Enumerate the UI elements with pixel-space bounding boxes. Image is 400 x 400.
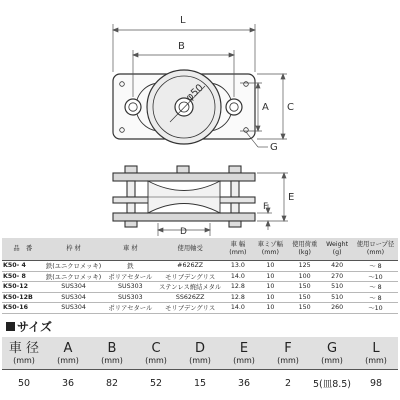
spec-cell-groove: 10 <box>253 282 288 293</box>
size-value-B: 82 <box>105 377 119 389</box>
size-header-C <box>134 337 178 370</box>
size-value-G: 5(皿8.5) <box>312 379 352 390</box>
spec-cell-wheel: 鉄 <box>104 261 158 272</box>
spec-row <box>2 303 398 314</box>
size-header-unit: (mm) <box>365 355 387 365</box>
size-header-A <box>46 337 90 370</box>
spec-cell-load: 150 <box>288 282 321 293</box>
size-header-wheel-diameter <box>2 337 46 370</box>
spec-cell-wheel: SUS303 <box>104 282 158 293</box>
spec-header-weight: Weight (g) <box>321 238 353 261</box>
size-header-unit: (mm) <box>101 355 123 365</box>
size-value-A: 36 <box>61 377 75 389</box>
spec-cell-weight: 260 <box>321 303 353 314</box>
spec-cell-rope: ～ 8 <box>353 282 398 293</box>
size-value-C: 52 <box>149 377 163 389</box>
size-header-name: L <box>372 340 380 356</box>
spec-cell-frame: SUS304 <box>44 292 104 303</box>
size-header-unit: (mm) <box>321 355 343 365</box>
size-header-name: 車 径 <box>8 340 40 356</box>
size-value-row <box>2 370 398 397</box>
size-header-name: B <box>107 340 117 356</box>
spec-cell-wheel: ポリアセタール <box>104 303 158 314</box>
size-header-name: E <box>239 340 249 356</box>
size-value-F: 2 <box>284 377 292 389</box>
spec-cell-width: 12.8 <box>223 292 253 303</box>
size-header-unit: (mm) <box>277 355 299 365</box>
spec-cell-weight: 420 <box>321 261 353 272</box>
spec-cell-rope: ～10 <box>353 271 398 282</box>
size-header-L <box>354 337 398 370</box>
spec-cell-frame: SUS304 <box>44 282 104 293</box>
dim-label-G: G <box>270 142 278 153</box>
size-header-name: F <box>284 340 292 356</box>
spec-table <box>2 238 398 314</box>
spec-row <box>2 282 398 293</box>
size-header-name: A <box>63 340 73 356</box>
size-header-G <box>310 337 354 370</box>
diameter-label: φ50 <box>184 82 206 104</box>
spec-cell-groove: 10 <box>253 303 288 314</box>
size-header-name: C <box>151 340 161 356</box>
size-value-wheel-diameter: 50 <box>17 377 31 389</box>
size-header-F <box>266 337 310 370</box>
spec-header-groove-width: 車ミゾ幅 (mm) <box>253 238 288 261</box>
spec-cell-frame: SUS304 <box>44 303 104 314</box>
spec-cell-weight: 510 <box>321 282 353 293</box>
size-header-unit: (mm) <box>13 355 35 365</box>
size-header-D <box>178 337 222 370</box>
dimension-E <box>257 173 288 221</box>
spec-cell-frame: 鉄(ユニクロメッキ) <box>44 271 104 282</box>
spec-cell-width: 13.0 <box>223 261 253 272</box>
dim-label-D: D <box>180 227 187 236</box>
size-header-name: G <box>326 340 338 356</box>
dim-label-F: F <box>263 202 269 212</box>
spec-cell-bearing: SS626ZZ <box>157 292 223 303</box>
size-header-unit: (mm) <box>189 355 211 365</box>
spec-cell-wheel: ポリアセタール <box>104 271 158 282</box>
spec-header-model: 品 番 <box>2 238 44 261</box>
side-view <box>113 166 255 227</box>
spec-header-bearing: 使用軸受 <box>157 238 223 261</box>
size-value-L: 98 <box>369 377 383 389</box>
spec-cell-model: K50-16 <box>2 303 44 314</box>
dim-label-C: C <box>287 102 294 113</box>
spec-header-frame-material: 枠 材 <box>44 238 104 261</box>
size-header-E <box>222 337 266 370</box>
spec-header-load: 使用荷重 (kg) <box>288 238 321 261</box>
spec-cell-rope: ～ 8 <box>353 292 398 303</box>
spec-header-rope-diameter: 使用ロープ径 (mm) <box>353 238 398 261</box>
spec-cell-bearing: モリブデングリス <box>157 303 223 314</box>
spec-cell-bearing: モリブデングリス <box>157 271 223 282</box>
size-header-unit: (mm) <box>233 355 255 365</box>
spec-cell-model: K50-12B <box>2 292 44 303</box>
dim-label-L: L <box>180 15 186 26</box>
spec-row <box>2 292 398 303</box>
spec-row <box>2 261 398 272</box>
spec-header-row <box>2 238 398 261</box>
size-header-unit: (mm) <box>145 355 167 365</box>
spec-cell-model: K50-12 <box>2 282 44 293</box>
spec-cell-weight: 510 <box>321 292 353 303</box>
spec-cell-load: 150 <box>288 292 321 303</box>
spec-row <box>2 271 398 282</box>
dim-label-B: B <box>178 41 185 52</box>
spec-cell-width: 14.0 <box>223 303 253 314</box>
spec-cell-load: 100 <box>288 271 321 282</box>
spec-cell-groove: 10 <box>253 271 288 282</box>
spec-cell-rope: ～10 <box>353 303 398 314</box>
spec-cell-load: 125 <box>288 261 321 272</box>
size-table <box>2 337 398 396</box>
size-value-E: 36 <box>237 377 251 389</box>
spec-cell-wheel: SUS303 <box>104 292 158 303</box>
spec-cell-model: K50- 8 <box>2 271 44 282</box>
spec-cell-rope: ～ 8 <box>353 261 398 272</box>
spec-cell-groove: 10 <box>253 292 288 303</box>
spec-cell-width: 12.8 <box>223 282 253 293</box>
size-header-row <box>2 337 398 370</box>
size-section-title: サイズ <box>17 320 53 334</box>
spec-cell-frame: 鉄(ユニクロメッキ) <box>44 261 104 272</box>
size-header-name: D <box>194 340 205 356</box>
spec-cell-weight: 270 <box>321 271 353 282</box>
spec-cell-groove: 10 <box>253 261 288 272</box>
dim-label-E: E <box>288 192 295 203</box>
spec-header-wheel-width: 車 幅 (mm) <box>223 238 253 261</box>
spec-cell-width: 14.0 <box>223 271 253 282</box>
spec-cell-model: K50- 4 <box>2 261 44 272</box>
dim-label-A: A <box>262 102 269 113</box>
spec-header-wheel-material: 車 材 <box>104 238 158 261</box>
spec-cell-bearing: ステンレス焼結メタル <box>157 282 223 293</box>
spec-cell-load: 150 <box>288 303 321 314</box>
heading-square-marker <box>6 322 15 331</box>
size-section-heading <box>6 318 52 335</box>
size-header-unit: (mm) <box>57 355 79 365</box>
size-value-D: 15 <box>193 377 207 389</box>
size-header-B <box>90 337 134 370</box>
spec-cell-bearing: #626ZZ <box>157 261 223 272</box>
